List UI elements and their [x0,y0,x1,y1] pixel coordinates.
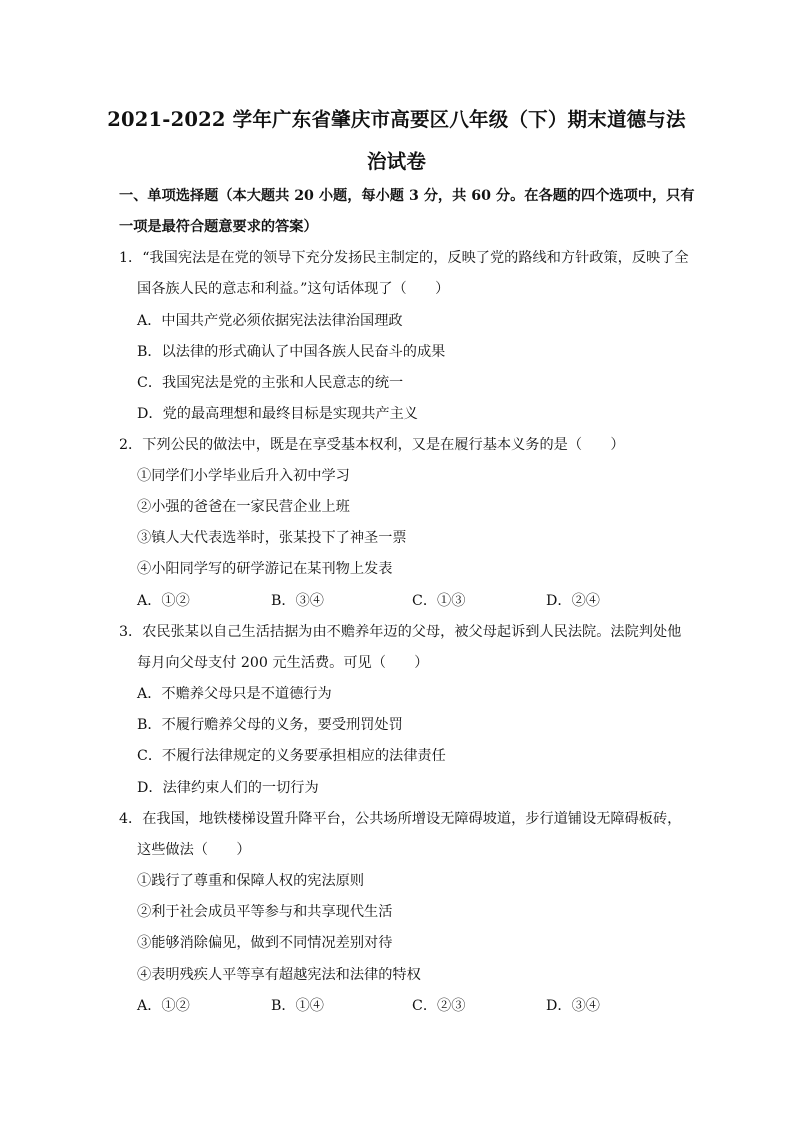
question-2-choice-d: D．②④ [546,593,600,609]
question-1-option-b: B．以法律的形式确认了中国各族人民奋斗的成果 [137,344,446,360]
question-4-stem-line-2: 这些做法（ ） [137,842,251,858]
question-3-option-d: D．法律约束人们的一切行为 [137,780,319,796]
question-2-choice-c: C．①③ [412,593,466,609]
question-2-item-2: ②小强的爸爸在一家民营企业上班 [137,499,350,515]
question-4-item-4: ④表明残疾人平等享有超越宪法和法律的特权 [137,967,421,983]
section-heading-line-2: 一项是最符合题意要求的答案） [119,219,318,235]
exam-title-line-1: 2021-2022 学年广东省肇庆市高要区八年级（下）期末道德与法 [107,108,686,131]
question-2-choice-a: A．①② [137,593,190,609]
question-3-option-c: C．不履行法律规定的义务要承担相应的法律责任 [137,748,446,764]
question-4-item-2: ②利于社会成员平等参与和共享现代生活 [137,904,393,920]
question-3-option-b: B．不履行赡养父母的义务，要受刑罚处罚 [137,717,403,733]
section-heading-line-1: 一、单项选择题（本大题共 20 小题，每小题 3 分，共 60 分。在各题的四个选项中，只有 [119,188,695,204]
question-3-stem-line-1: 3．农民张某以自己生活拮据为由不赡养年迈的父母，被父母起诉到人民法院。法院判处他 [119,624,682,640]
question-4-item-1: ①践行了尊重和保障人权的宪法原则 [137,873,365,889]
question-2-stem: 2．下列公民的做法中，既是在享受基本权利，又是在履行基本义务的是（ ） [119,437,625,453]
exam-title-line-2: 治试卷 [366,150,427,173]
question-2-item-1: ①同学们小学毕业后升入初中学习 [137,468,350,484]
question-2-item-4: ④小阳同学写的研学游记在某刊物上发表 [137,561,393,577]
question-4-choice-d: D．③④ [546,998,600,1014]
question-4-stem-line-1: 4．在我国，地铁楼梯设置升降平台，公共场所增设无障碍坡道，步行道铺设无障碍板砖， [119,811,682,827]
question-4-choice-b: B．①④ [271,998,324,1014]
question-2-choice-b: B．③④ [271,593,324,609]
question-1-option-d: D．党的最高理想和最终目标是实现共产主义 [137,406,418,422]
question-1-option-c: C．我国宪法是党的主张和人民意志的统一 [137,375,404,391]
question-3-option-a: A．不赡养父母只是不道德行为 [137,686,332,702]
question-1-stem-line-1: 1．“我国宪法是在党的领导下充分发扬民主制定的，反映了党的路线和方针政策，反映了全 [119,250,689,266]
question-4-choice-c: C．②③ [412,998,466,1014]
question-2-item-3: ③镇人大代表选举时，张某投下了神圣一票 [137,530,407,546]
question-1-option-a: A．中国共产党必须依据宪法法律治国理政 [137,313,403,329]
question-4-choice-a: A．①② [137,998,190,1014]
question-4-item-3: ③能够消除偏见，做到不同情况差别对待 [137,935,393,951]
question-3-stem-line-2: 每月向父母支付 200 元生活费。可见（ ） [137,655,429,671]
question-1-stem-line-2: 国各族人民的意志和利益。”这句话体现了（ ） [137,281,450,297]
